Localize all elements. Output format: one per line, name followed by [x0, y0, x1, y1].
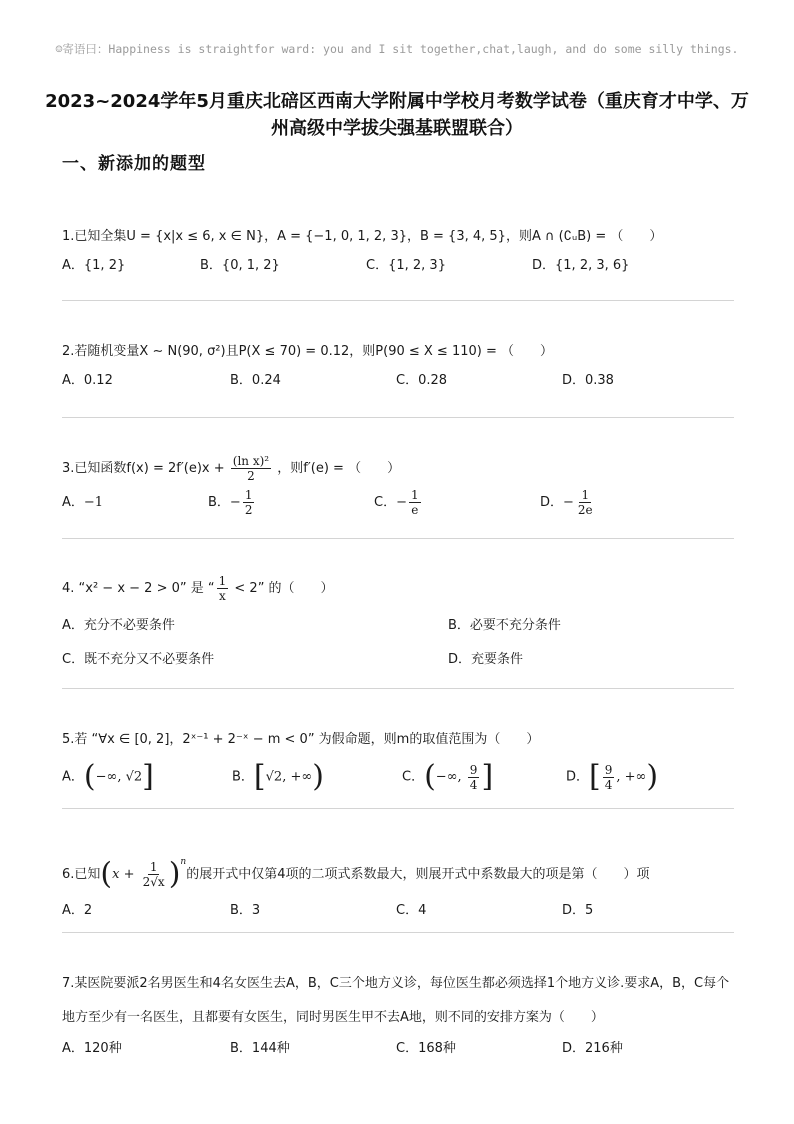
fraction — [231, 454, 271, 483]
paren-left: ( — [100, 856, 113, 892]
question-stem — [62, 452, 742, 486]
fraction — [468, 763, 480, 792]
option-b — [232, 757, 324, 798]
question-stem: 7.某医院要派2名男医生和4名女医生去A，B，C三个地方义诊，每位医生都必须选择1个地方义诊.要求A，B，C每个地方至少有一名医生，且都要有女医生，同时男医生甲不去A地，则不同的安排方案为（ ） — [62, 976, 730, 1025]
stem-part: 的展开式中仅第4项的二项式系数最大，则展开式中系数最大的项是第（ ）项 — [186, 867, 650, 882]
option-value: −∞, √2 — [95, 769, 143, 785]
option-d — [566, 757, 658, 798]
option-b — [208, 486, 256, 520]
question-stem: 5.若 “∀x ∈ [0, 2]，2ˣ⁻¹ + 2⁻ˣ − m < 0” 为假命题，则m的取值范围为（ ） — [62, 732, 540, 747]
option-d: D．充要条件 — [448, 652, 524, 667]
option-a: A．120种 — [62, 1041, 122, 1056]
divider — [62, 538, 734, 539]
option-b: B．必要不充分条件 — [448, 618, 561, 633]
bracket-right: ) — [312, 759, 324, 794]
question-stem: 2.若随机变量X ∼ N(90, σ²)且P(X ≤ 70) = 0.12，则P(90 ≤ X ≤ 110) = （ ） — [62, 344, 553, 359]
exponent: n — [180, 857, 187, 867]
fraction-numerator: (ln x)² — [232, 454, 270, 468]
question-7 — [62, 967, 742, 1061]
stem-part: 6.已知 — [62, 867, 101, 882]
option-b: B．{0, 1, 2} — [200, 258, 280, 273]
option-a: A．2 — [62, 903, 93, 918]
fraction-denominator: 2 — [244, 503, 253, 517]
option-d — [540, 486, 597, 520]
question-3 — [62, 452, 742, 520]
option-c: C．168种 — [396, 1041, 456, 1056]
exam-title: 2023~2024学年5月重庆北碚区西南大学附属中学校月考数学试卷（重庆育才中学、万州高级中学拔尖强基联盟联合） — [45, 91, 749, 139]
fraction-numerator: 1 — [410, 488, 419, 502]
option-a — [62, 757, 154, 798]
option-value: −1 — [83, 495, 104, 510]
question-6 — [62, 842, 742, 923]
bracket-right: ] — [481, 759, 494, 794]
fraction-denominator: 2√x — [142, 875, 165, 889]
fraction-denominator: x — [219, 589, 226, 603]
fraction — [603, 763, 615, 792]
option-sign: − — [563, 495, 574, 510]
option-d: D．5 — [562, 903, 594, 918]
bracket-left: ( — [83, 759, 96, 794]
divider — [62, 932, 734, 933]
divider — [62, 688, 734, 689]
stem-part: 4. “x² − x − 2 > 0” 是 “ — [62, 581, 215, 596]
option-letter: D． — [540, 495, 564, 510]
motto-text: ☺寄语曰：Happiness is straightfor ward: you and I sit together,chat,laugh, and do some silly things. — [55, 42, 739, 56]
stem-part: ，则f′(e) = （ ） — [277, 461, 401, 476]
question-1 — [62, 226, 742, 278]
option-d: D．{1, 2, 3, 6} — [532, 258, 630, 273]
divider — [62, 300, 734, 301]
option-b: B．3 — [230, 903, 261, 918]
question-5 — [62, 729, 742, 797]
stem-part: 3.已知函数f(x) = 2f′(e)x + — [62, 461, 225, 476]
fraction-numerator: 9 — [469, 762, 478, 777]
option-c: C．既不充分又不必要条件 — [62, 652, 215, 667]
option-b: B．0.24 — [230, 373, 281, 388]
question-stem — [62, 572, 742, 606]
option-letter: A． — [62, 495, 84, 510]
bracket-left: ( — [424, 759, 436, 794]
option-d: D．216种 — [562, 1041, 623, 1056]
option-sign: − — [229, 495, 241, 510]
fraction-denominator: 2e — [577, 503, 593, 517]
question-4 — [62, 572, 742, 678]
option-c: C．{1, 2, 3} — [366, 258, 446, 273]
option-c — [402, 757, 493, 798]
option-c — [374, 486, 423, 520]
fraction — [217, 574, 229, 603]
fraction-denominator: 4 — [469, 777, 478, 792]
option-letter: B． — [208, 495, 230, 510]
option-letter: A． — [62, 769, 84, 785]
option-value: , +∞ — [616, 769, 647, 785]
fraction-numerator: 1 — [244, 488, 253, 502]
option-a: A．充分不必要条件 — [62, 618, 175, 633]
bracket-right: ) — [646, 759, 659, 794]
paren-right: ) — [168, 856, 181, 892]
option-sign: − — [396, 495, 407, 510]
divider — [62, 417, 734, 418]
fraction-denominator: 2 — [247, 469, 255, 483]
stem-math: x + — [112, 867, 139, 882]
option-letter: B． — [232, 769, 254, 785]
fraction-numerator: 1 — [581, 488, 590, 502]
question-stem: 1.已知全集U = {x|x ≤ 6, x ∈ N}，A = {−1, 0, 1, 2, 3}，B = {3, 4, 5}，则A ∩ (∁ᵤB) = （ ） — [62, 229, 663, 244]
fraction — [576, 488, 595, 517]
question-2 — [62, 341, 742, 393]
fraction-denominator: 4 — [604, 777, 613, 792]
option-d: D．0.38 — [562, 373, 614, 388]
option-a: A．0.12 — [62, 373, 113, 388]
option-a: A．{1, 2} — [62, 258, 126, 273]
fraction-denominator: e — [411, 503, 419, 517]
option-b: B．144种 — [230, 1041, 290, 1056]
stem-part: < 2” 的（ ） — [230, 581, 334, 596]
option-value: −∞, — [435, 769, 466, 785]
divider — [62, 808, 734, 809]
option-letter: D． — [566, 769, 590, 785]
section-heading: 一、新添加的题型 — [62, 154, 206, 174]
bracket-right: ] — [142, 759, 154, 794]
option-letter: C． — [374, 495, 397, 510]
question-stem — [62, 842, 742, 895]
fraction-numerator: 1 — [218, 574, 227, 588]
bracket-left: [ — [253, 759, 266, 794]
option-c: C．4 — [396, 903, 427, 918]
option-a — [62, 486, 103, 520]
fraction — [243, 488, 255, 517]
fraction — [141, 860, 167, 889]
fraction-numerator: 9 — [604, 762, 613, 777]
bracket-left: [ — [589, 759, 601, 794]
option-c: C．0.28 — [396, 373, 448, 388]
fraction-numerator: 1 — [149, 860, 158, 874]
option-letter: C． — [402, 769, 425, 785]
fraction — [409, 488, 421, 517]
option-value: √2, +∞ — [265, 769, 313, 785]
